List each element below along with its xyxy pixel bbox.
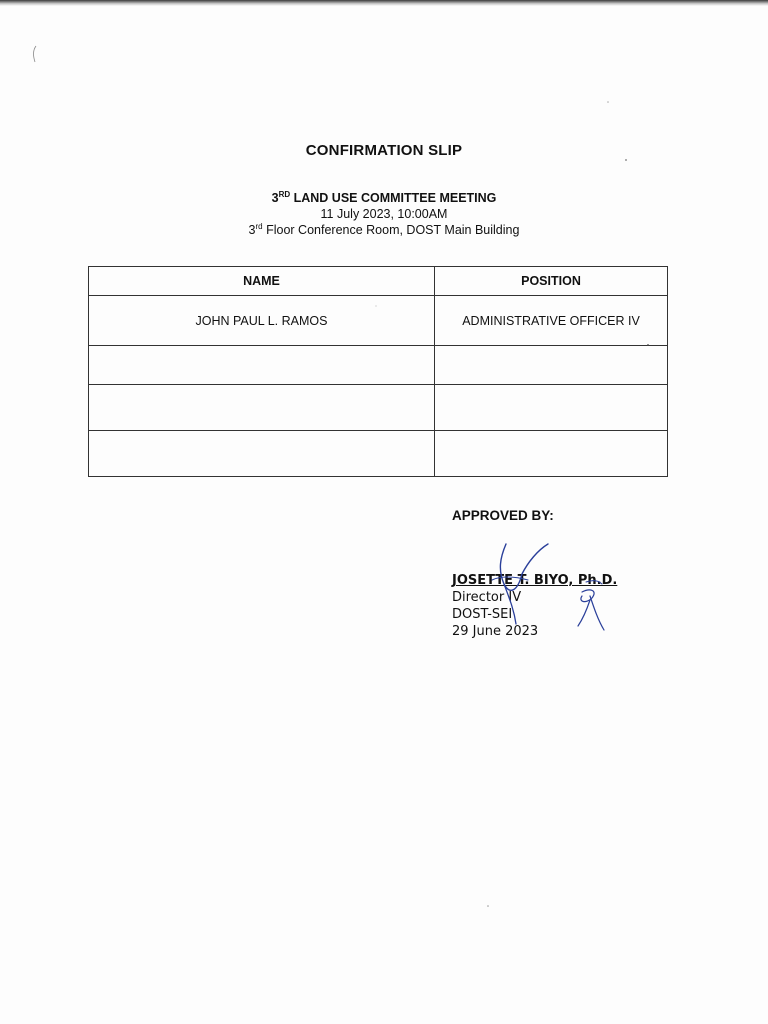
signatory-office: DOST-SEI [452, 607, 513, 622]
cell-name: JOHN PAUL L. RAMOS [89, 296, 435, 346]
cell-position [435, 431, 668, 477]
header-name: NAME [89, 267, 435, 296]
cell-name [89, 431, 435, 477]
meeting-details [0, 190, 768, 238]
table-row [89, 385, 668, 431]
table-row [89, 431, 668, 477]
table-row [89, 346, 668, 385]
cell-position [435, 346, 668, 385]
attendee-table [88, 266, 668, 477]
scan-top-edge [0, 0, 768, 6]
header-position: POSITION [435, 267, 668, 296]
signatory-title: Director IV [452, 590, 522, 605]
table-row [89, 296, 668, 346]
meeting-ordinal: 3 [271, 191, 279, 205]
venue-floor-suffix: rd [255, 221, 263, 231]
handwritten-signature [470, 540, 620, 640]
meeting-venue [0, 222, 768, 238]
cell-name [89, 385, 435, 431]
meeting-datetime: 11 July 2023, 10:00AM [320, 207, 448, 221]
venue-rest: Floor Conference Room, DOST Main Building [266, 223, 520, 237]
venue-floor: 3 [248, 223, 256, 237]
cell-position [435, 385, 668, 431]
document-title: CONFIRMATION SLIP [305, 142, 463, 159]
cell-name [89, 346, 435, 385]
meeting-name-line [0, 190, 768, 206]
signature-date: 29 June 2023 [452, 624, 539, 639]
meeting-ordinal-suffix: RD [278, 189, 291, 199]
table-header-row [89, 267, 668, 296]
cell-position: ADMINISTRATIVE OFFICER IV [435, 296, 668, 346]
meeting-name: LAND USE COMMITTEE MEETING [293, 191, 497, 205]
signatory-name: JOSETTE T. BIYO, Ph.D. [452, 573, 618, 588]
approved-by-label: APPROVED BY: [452, 508, 554, 523]
